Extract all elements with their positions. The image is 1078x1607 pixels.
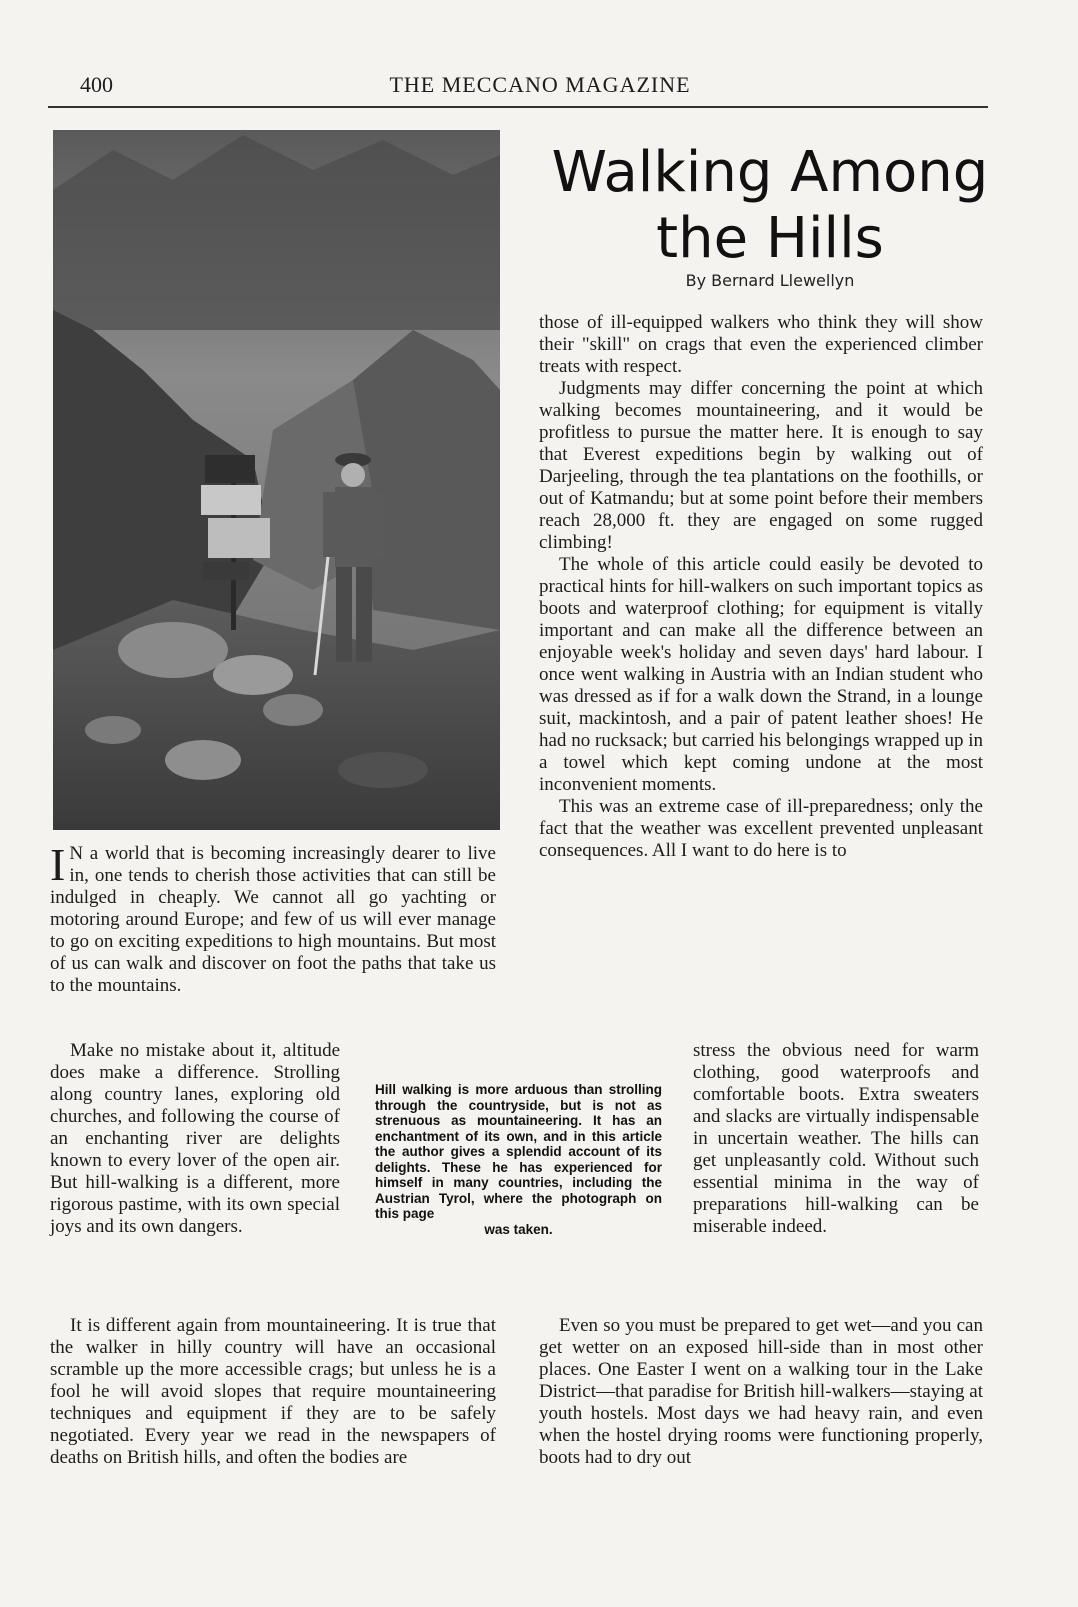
paragraph-7-start: This was an extreme case of ill-preparedness; only the fact that the weather was excellent prevented unpleasant consequences. All I want to do here is to xyxy=(539,796,983,861)
paragraph-3: It is different again from mountaineering. It is true that the walker in hilly country will have an occasional scramble up the more accessible crags; but unless he is a fool he will avoid slopes that require mountaineering techniques and equipment if they are to be safely negotiated. Every year we read in the newspapers of deaths on British hills, and often the bodies are xyxy=(50,1315,496,1468)
header-rule xyxy=(48,106,988,108)
paragraph-5: Judgments may differ concerning the point at which walking becomes mountaineering, and it would be profitless to pursue the matter here. It is enough to say that Everest expeditions begin by walking out of Darjeeling, through the tea plantations on the foothills, or out of Katmandu; but at some point before their members reach 28,000 ft. they are engaged on some rugged climbing! xyxy=(539,378,983,553)
paragraph-3-block xyxy=(50,1315,496,1469)
opening-paragraph xyxy=(50,839,496,997)
drop-cap: I xyxy=(50,839,66,890)
standfirst-end: was taken. xyxy=(484,1221,553,1237)
paragraph-2-block xyxy=(50,1040,340,1238)
photo-illustration xyxy=(53,130,500,830)
paragraph-4: those of ill-equipped walkers who think they will show their "skill" on crags that even the experienced climber treats with respect. xyxy=(539,312,983,377)
standfirst-box xyxy=(375,1082,662,1237)
title-line-2: the Hills xyxy=(656,206,884,271)
article-title xyxy=(520,140,1020,272)
paragraph-8-block xyxy=(539,1315,983,1469)
page-number: 400 xyxy=(80,72,113,97)
mountain-photograph xyxy=(53,130,500,830)
paragraph-6: The whole of this article could easily be devoted to practical hints for hill-walkers on such important topics as boots and waterproof clothing; for equipment is vitally important and can make all the difference between an enjoyable week's holiday and seven days' hard labour. I once went walking in Austria with an Indian student who was dressed as if for a walk down the Strand, in a lounge suit, mackintosh, and a pair of patent leather shoes! He had no rucksack; but carried his belongings wrapped up in a towel which kept coming undone at the most inconvenient moments. xyxy=(539,554,983,795)
paragraph-7-block xyxy=(693,1040,979,1238)
paragraph-1: N a world that is becoming increasingly dearer to live in, one tends to cherish those activities that can still be indulged in cheaply. We cannot all go yachting or motoring around Europe; and few of us will ever manage to go on exciting expeditions to high mountains. But most of us can walk and discover on foot the paths that take us to the mountains. xyxy=(50,843,496,996)
magazine-title: THE MECCANO MAGAZINE xyxy=(389,72,691,97)
paragraph-7-end: stress the obvious need for warm clothing, good waterproofs and comfortable boots. Extra sweaters and slacks are virtually indispensable in uncertain weather. The hills can get unpleasantly cold. Without such essential minima in the way of preparations hill-walking can be miserable indeed. xyxy=(693,1040,979,1237)
paragraph-8: Even so you must be prepared to get wet—and you can get wetter on an exposed hill-side than in most other places. One Easter I went on a walking tour in the Lake District—that paradise for British hill-walkers—staying at youth hostels. Most days we had heavy rain, and even when the hostel drying rooms were functioning properly, boots had to dry out xyxy=(539,1315,983,1468)
title-line-1: Walking Among xyxy=(551,140,989,205)
paragraph-2: Make no mistake about it, altitude does make a difference. Strolling along country lanes, exploring old churches, and following the course of an enchanting river are delights known to every lover of the open air. But hill-walking is a different, more rigorous pastime, with its own special joys and its own dangers. xyxy=(50,1040,340,1237)
byline: By Bernard Llewellyn xyxy=(685,271,855,290)
right-column xyxy=(539,312,983,862)
standfirst-text: Hill walking is more arduous than strolling through the countryside, but is not as strenuous as mountaineering. It has an enchantment of its own, and in this article the author gives a splendid account of its delights. These he has experienced for himself in many countries, including the Austrian Tyrol, where the photograph on this page xyxy=(375,1082,662,1221)
